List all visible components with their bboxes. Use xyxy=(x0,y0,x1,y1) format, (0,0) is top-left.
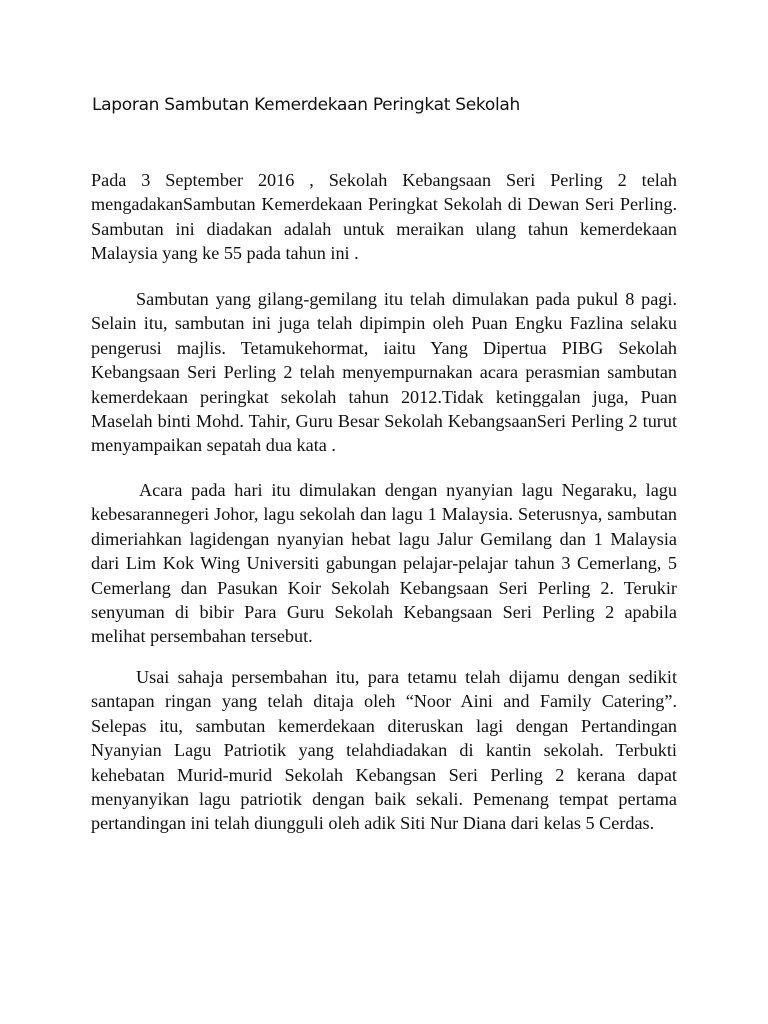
paragraph-closing: Usai sahaja persembahan itu, para tetamu telah dijamu dengan sedikit santapan ringan yang telah ditaja oleh “Noor Aini and Family Catering”. Selepas itu, sambutan kemerdekaan diteruskan lagi dengan Pertandingan Nyanyian Lagu Patriotik yang telahdiadakan di kantin sekolah. Terbukti kehebatan Murid-murid Sekolah Kebangsan Seri Perling 2 kerana dapat menyanyikan lagu patriotik dengan baik sekali. Pemenang tempat pertama pertandingan ini telah diungguli oleh adik Siti Nur Diana dari kelas 5 Cerdas. xyxy=(91,667,677,834)
paragraph-opening: Sambutan yang gilang-gemilang itu telah dimulakan pada pukul 8 pagi. Selain itu, sambutan ini juga telah dipimpin oleh Puan Engku Fazlina selaku pengerusi majlis. Tetamukehormat, iaitu Yang Dipertua PIBG Sekolah Kebangsaan Seri Perling 2 telah menyempurnakan acara perasmian sambutan kemerdekaan peringkat sekolah tahun 2012.Tidak ketinggalan juga, Puan Maselah binti Mohd. Tahir, Guru Besar Sekolah KebangsaanSeri Perling 2 turut menyampaikan sepatah dua kata . xyxy=(91,289,677,456)
document-title: Laporan Sambutan Kemerdekaan Peringkat Sekolah xyxy=(92,95,520,115)
paragraph-program: Acara pada hari itu dimulakan dengan nyanyian lagu Negaraku, lagu kebesarannegeri Johor, lagu sekolah dan lagu 1 Malaysia. Seterusnya, sambutan dimeriahkan lagidengan nyanyian hebat lagu Jalur Gemilang dan 1 Malaysia dari Lim Kok Wing Universiti gabungan pelajar-pelajar tahun 3 Cemerlang, 5 Cemerlang dan Pasukan Koir Sekolah Kebangsaan Seri Perling 2. Terukir senyuman di bibir Para Guru Sekolah Kebangsaan Seri Perling 2 apabila melihat persembahan tersebut. xyxy=(91,480,677,647)
paragraph-intro: Pada 3 September 2016 , Sekolah Kebangsaan Seri Perling 2 telah mengadakanSambutan Kemerdekaan Peringkat Sekolah di Dewan Seri Perling. Sambutan ini diadakan adalah untuk meraikan ulang tahun kemerdekaan Malaysia yang ke 55 pada tahun ini . xyxy=(91,170,677,264)
